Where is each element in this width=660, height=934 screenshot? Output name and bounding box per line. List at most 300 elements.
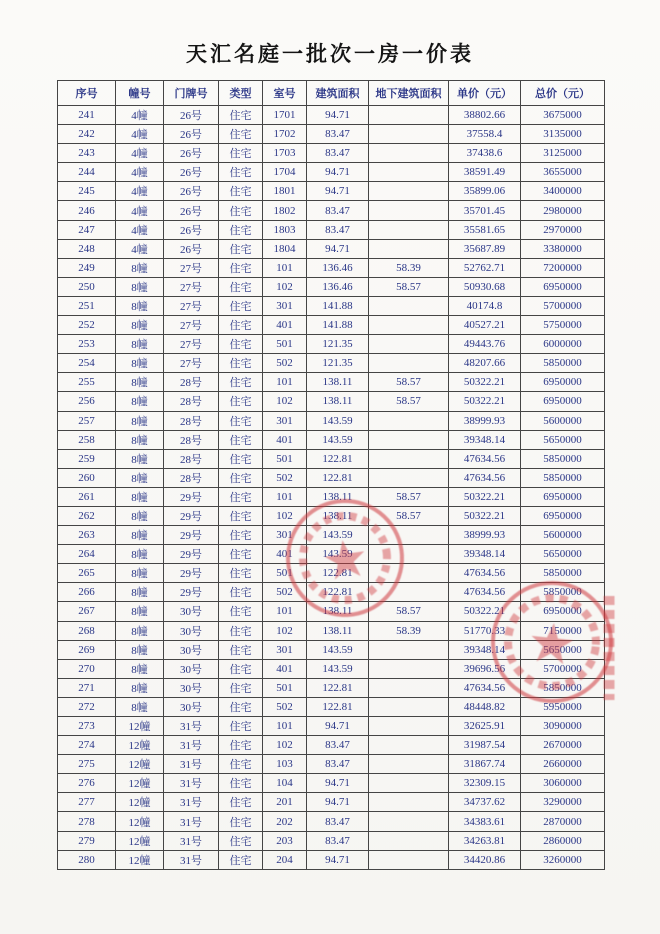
table-cell: 31号 [164, 831, 219, 850]
price-table [57, 80, 605, 870]
table-cell: 262 [58, 506, 116, 525]
table-cell: 34737.62 [449, 793, 521, 812]
table-cell: 8幢 [116, 564, 164, 583]
table-cell: 住宅 [219, 201, 263, 220]
table-cell: 4幢 [116, 125, 164, 144]
table-cell: 1804 [263, 239, 307, 258]
table-cell: 31号 [164, 812, 219, 831]
table-cell: 83.47 [307, 144, 369, 163]
table-cell: 122.81 [307, 583, 369, 602]
table-cell: 5600000 [521, 411, 605, 430]
table-row [58, 277, 605, 296]
table-cell: 27号 [164, 316, 219, 335]
table-cell: 28号 [164, 468, 219, 487]
table-cell: 138.11 [307, 621, 369, 640]
table-cell: 住宅 [219, 545, 263, 564]
table-cell: 274 [58, 736, 116, 755]
table-cell [369, 831, 449, 850]
table-cell: 28号 [164, 392, 219, 411]
table-cell: 278 [58, 812, 116, 831]
table-cell: 94.71 [307, 182, 369, 201]
table-cell: 37558.4 [449, 125, 521, 144]
table-cell [369, 239, 449, 258]
table-cell: 94.71 [307, 717, 369, 736]
table-row [58, 774, 605, 793]
table-cell: 31号 [164, 793, 219, 812]
table-row [58, 449, 605, 468]
table-cell: 12幢 [116, 793, 164, 812]
table-cell: 1801 [263, 182, 307, 201]
table-cell: 103 [263, 755, 307, 774]
table-cell: 102 [263, 277, 307, 296]
table-cell: 48448.82 [449, 697, 521, 716]
table-cell [369, 296, 449, 315]
table-cell: 101 [263, 602, 307, 621]
table-cell [369, 755, 449, 774]
table-cell: 38802.66 [449, 106, 521, 125]
table-cell: 8幢 [116, 335, 164, 354]
table-cell: 268 [58, 621, 116, 640]
table-cell: 8幢 [116, 373, 164, 392]
table-cell: 29号 [164, 487, 219, 506]
table-cell: 58.57 [369, 392, 449, 411]
table-cell: 50322.21 [449, 392, 521, 411]
table-cell: 141.88 [307, 316, 369, 335]
table-cell: 277 [58, 793, 116, 812]
table-cell: 住宅 [219, 831, 263, 850]
table-cell: 502 [263, 468, 307, 487]
table-cell: 276 [58, 774, 116, 793]
table-cell [369, 125, 449, 144]
table-cell: 253 [58, 335, 116, 354]
table-cell: 1802 [263, 201, 307, 220]
table-row [58, 755, 605, 774]
table-cell: 30号 [164, 697, 219, 716]
table-cell: 122.81 [307, 449, 369, 468]
table-row [58, 850, 605, 869]
table-cell: 102 [263, 392, 307, 411]
table-cell: 301 [263, 411, 307, 430]
table-cell: 住宅 [219, 755, 263, 774]
table-cell [369, 583, 449, 602]
table-cell: 58.39 [369, 258, 449, 277]
table-cell: 5700000 [521, 659, 605, 678]
table-row [58, 506, 605, 525]
table-cell: 83.47 [307, 220, 369, 239]
table-cell: 住宅 [219, 258, 263, 277]
table-cell: 31号 [164, 774, 219, 793]
table-cell: 138.11 [307, 602, 369, 621]
table-cell: 29号 [164, 545, 219, 564]
table-cell: 28号 [164, 449, 219, 468]
table-cell: 269 [58, 640, 116, 659]
table-cell: 30号 [164, 621, 219, 640]
table-cell: 3090000 [521, 717, 605, 736]
table-cell: 401 [263, 316, 307, 335]
table-cell: 38999.93 [449, 411, 521, 430]
table-cell: 50322.21 [449, 487, 521, 506]
table-cell: 275 [58, 755, 116, 774]
table-cell: 12幢 [116, 831, 164, 850]
table-row [58, 220, 605, 239]
table-cell: 6950000 [521, 277, 605, 296]
table-cell: 30号 [164, 678, 219, 697]
table-cell: 26号 [164, 163, 219, 182]
table-cell: 83.47 [307, 755, 369, 774]
table-cell: 8幢 [116, 621, 164, 640]
table-row [58, 125, 605, 144]
table-cell: 245 [58, 182, 116, 201]
table-cell [369, 850, 449, 869]
table-cell: 5650000 [521, 430, 605, 449]
table-row [58, 487, 605, 506]
table-cell: 8幢 [116, 487, 164, 506]
table-cell: 住宅 [219, 392, 263, 411]
table-cell [369, 335, 449, 354]
table-cell: 5850000 [521, 468, 605, 487]
table-cell: 住宅 [219, 411, 263, 430]
table-cell: 28号 [164, 411, 219, 430]
column-header: 单价（元） [449, 81, 521, 106]
table-cell: 8幢 [116, 411, 164, 430]
table-cell: 501 [263, 564, 307, 583]
table-cell: 5650000 [521, 545, 605, 564]
table-cell: 83.47 [307, 812, 369, 831]
table-cell: 58.39 [369, 621, 449, 640]
table-cell: 8幢 [116, 392, 164, 411]
table-cell: 27号 [164, 335, 219, 354]
table-cell: 122.81 [307, 468, 369, 487]
table-cell: 2860000 [521, 831, 605, 850]
table-cell: 4幢 [116, 182, 164, 201]
table-row [58, 602, 605, 621]
table-cell [369, 163, 449, 182]
table-cell: 47634.56 [449, 564, 521, 583]
table-row [58, 812, 605, 831]
table-cell: 住宅 [219, 449, 263, 468]
table-cell: 58.57 [369, 506, 449, 525]
table-cell: 202 [263, 812, 307, 831]
table-cell: 5850000 [521, 354, 605, 373]
table-cell: 住宅 [219, 621, 263, 640]
column-header: 幢号 [116, 81, 164, 106]
table-row [58, 392, 605, 411]
table-cell [369, 697, 449, 716]
table-cell: 252 [58, 316, 116, 335]
table-cell: 住宅 [219, 106, 263, 125]
table-cell: 121.35 [307, 335, 369, 354]
table-cell: 1704 [263, 163, 307, 182]
table-cell: 31号 [164, 736, 219, 755]
price-table-body [58, 106, 605, 870]
table-cell: 255 [58, 373, 116, 392]
table-cell: 2970000 [521, 220, 605, 239]
table-cell: 279 [58, 831, 116, 850]
page-title: 天汇名庭一批次一房一价表 [186, 42, 474, 66]
table-cell: 301 [263, 640, 307, 659]
table-cell: 254 [58, 354, 116, 373]
table-cell: 4幢 [116, 220, 164, 239]
table-row [58, 316, 605, 335]
table-cell [369, 659, 449, 678]
table-cell: 246 [58, 201, 116, 220]
table-cell: 5700000 [521, 296, 605, 315]
table-cell: 136.46 [307, 258, 369, 277]
column-header: 室号 [263, 81, 307, 106]
table-cell [369, 468, 449, 487]
table-cell: 5850000 [521, 678, 605, 697]
header-row [58, 81, 605, 106]
table-cell: 住宅 [219, 373, 263, 392]
table-cell: 49443.76 [449, 335, 521, 354]
table-cell: 8幢 [116, 640, 164, 659]
table-cell: 502 [263, 697, 307, 716]
table-cell: 29号 [164, 583, 219, 602]
table-cell: 143.59 [307, 659, 369, 678]
table-row [58, 640, 605, 659]
table-cell: 35899.06 [449, 182, 521, 201]
table-cell: 35687.89 [449, 239, 521, 258]
table-cell: 34263.81 [449, 831, 521, 850]
table-cell: 8幢 [116, 545, 164, 564]
table-cell: 4幢 [116, 106, 164, 125]
table-cell: 8幢 [116, 258, 164, 277]
column-header: 总价（元） [521, 81, 605, 106]
table-cell: 83.47 [307, 736, 369, 755]
table-cell: 30号 [164, 659, 219, 678]
table-row [58, 296, 605, 315]
table-cell: 住宅 [219, 487, 263, 506]
table-cell: 83.47 [307, 831, 369, 850]
table-row [58, 411, 605, 430]
table-cell: 34383.61 [449, 812, 521, 831]
table-cell: 102 [263, 736, 307, 755]
table-cell: 住宅 [219, 717, 263, 736]
table-cell: 5600000 [521, 526, 605, 545]
table-cell: 136.46 [307, 277, 369, 296]
table-cell: 8幢 [116, 506, 164, 525]
table-cell: 8幢 [116, 430, 164, 449]
table-cell: 94.71 [307, 239, 369, 258]
table-cell: 12幢 [116, 850, 164, 869]
table-row [58, 717, 605, 736]
table-cell: 102 [263, 506, 307, 525]
table-cell: 138.11 [307, 373, 369, 392]
table-cell: 247 [58, 220, 116, 239]
table-row [58, 354, 605, 373]
table-cell: 3135000 [521, 125, 605, 144]
table-cell: 2870000 [521, 812, 605, 831]
table-cell: 301 [263, 526, 307, 545]
table-cell: 8幢 [116, 526, 164, 545]
table-cell: 50322.21 [449, 506, 521, 525]
table-cell: 138.11 [307, 392, 369, 411]
table-cell: 27号 [164, 258, 219, 277]
table-cell: 40527.21 [449, 316, 521, 335]
price-table-container [57, 80, 604, 870]
table-cell: 265 [58, 564, 116, 583]
table-cell: 242 [58, 125, 116, 144]
table-cell: 住宅 [219, 296, 263, 315]
table-cell: 住宅 [219, 602, 263, 621]
table-cell: 501 [263, 678, 307, 697]
table-cell [369, 793, 449, 812]
table-cell: 4幢 [116, 163, 164, 182]
table-cell: 34420.86 [449, 850, 521, 869]
table-cell: 35581.65 [449, 220, 521, 239]
table-row [58, 106, 605, 125]
table-row [58, 736, 605, 755]
table-cell [369, 354, 449, 373]
table-cell: 1701 [263, 106, 307, 125]
table-cell: 26号 [164, 220, 219, 239]
table-cell [369, 640, 449, 659]
table-cell: 143.59 [307, 640, 369, 659]
table-cell: 住宅 [219, 468, 263, 487]
table-cell: 39348.14 [449, 430, 521, 449]
table-cell: 8幢 [116, 468, 164, 487]
table-cell: 30号 [164, 640, 219, 659]
table-cell: 住宅 [219, 736, 263, 755]
table-cell: 5650000 [521, 640, 605, 659]
table-cell: 122.81 [307, 697, 369, 716]
table-cell: 31987.54 [449, 736, 521, 755]
table-cell: 250 [58, 277, 116, 296]
table-cell [369, 449, 449, 468]
table-cell: 住宅 [219, 163, 263, 182]
table-cell: 502 [263, 583, 307, 602]
table-cell: 12幢 [116, 755, 164, 774]
table-cell: 301 [263, 296, 307, 315]
table-cell: 4幢 [116, 144, 164, 163]
table-row [58, 430, 605, 449]
table-cell: 31号 [164, 755, 219, 774]
table-cell: 6950000 [521, 506, 605, 525]
table-cell: 8幢 [116, 697, 164, 716]
table-cell: 31号 [164, 850, 219, 869]
table-row [58, 545, 605, 564]
table-cell: 203 [263, 831, 307, 850]
table-row [58, 564, 605, 583]
table-cell: 12幢 [116, 774, 164, 793]
table-cell: 121.35 [307, 354, 369, 373]
table-row [58, 621, 605, 640]
column-header: 类型 [219, 81, 263, 106]
table-cell: 5750000 [521, 316, 605, 335]
table-cell: 26号 [164, 144, 219, 163]
table-cell: 47634.56 [449, 678, 521, 697]
table-cell: 6950000 [521, 602, 605, 621]
table-cell: 住宅 [219, 354, 263, 373]
table-cell: 401 [263, 430, 307, 449]
table-cell [369, 564, 449, 583]
table-cell: 29号 [164, 506, 219, 525]
table-cell: 1702 [263, 125, 307, 144]
table-row [58, 793, 605, 812]
table-cell: 住宅 [219, 697, 263, 716]
table-cell: 32625.91 [449, 717, 521, 736]
table-cell: 243 [58, 144, 116, 163]
table-cell: 12幢 [116, 717, 164, 736]
table-row [58, 468, 605, 487]
table-cell: 257 [58, 411, 116, 430]
table-cell: 94.71 [307, 163, 369, 182]
table-cell: 38591.49 [449, 163, 521, 182]
table-cell: 住宅 [219, 659, 263, 678]
table-row [58, 373, 605, 392]
table-cell: 51770.33 [449, 621, 521, 640]
table-cell: 143.59 [307, 545, 369, 564]
table-cell: 256 [58, 392, 116, 411]
table-cell [369, 717, 449, 736]
table-cell: 1703 [263, 144, 307, 163]
table-cell [369, 736, 449, 755]
table-cell: 3655000 [521, 163, 605, 182]
table-row [58, 831, 605, 850]
table-cell: 5850000 [521, 564, 605, 583]
table-cell: 101 [263, 373, 307, 392]
table-cell: 26号 [164, 201, 219, 220]
table-row [58, 239, 605, 258]
table-cell: 3125000 [521, 144, 605, 163]
table-row [58, 335, 605, 354]
table-cell: 39696.56 [449, 659, 521, 678]
table-cell: 50322.21 [449, 602, 521, 621]
table-cell: 26号 [164, 125, 219, 144]
table-cell: 32309.15 [449, 774, 521, 793]
table-cell: 47634.56 [449, 468, 521, 487]
table-cell: 住宅 [219, 335, 263, 354]
table-cell: 38999.93 [449, 526, 521, 545]
table-cell: 58.57 [369, 602, 449, 621]
table-cell: 8幢 [116, 678, 164, 697]
table-cell: 28号 [164, 373, 219, 392]
table-cell: 8幢 [116, 277, 164, 296]
table-cell: 住宅 [219, 564, 263, 583]
table-cell: 住宅 [219, 506, 263, 525]
table-cell [369, 411, 449, 430]
table-cell: 263 [58, 526, 116, 545]
table-cell: 住宅 [219, 239, 263, 258]
table-cell [369, 106, 449, 125]
table-cell: 12幢 [116, 736, 164, 755]
table-cell: 8幢 [116, 449, 164, 468]
table-cell: 249 [58, 258, 116, 277]
table-cell: 101 [263, 487, 307, 506]
table-row [58, 697, 605, 716]
table-cell: 94.71 [307, 774, 369, 793]
table-row [58, 163, 605, 182]
table-cell: 住宅 [219, 220, 263, 239]
table-cell: 3290000 [521, 793, 605, 812]
table-cell: 7150000 [521, 621, 605, 640]
table-cell: 3380000 [521, 239, 605, 258]
table-cell [369, 430, 449, 449]
table-cell: 104 [263, 774, 307, 793]
table-cell: 住宅 [219, 125, 263, 144]
table-cell: 83.47 [307, 125, 369, 144]
table-cell: 8幢 [116, 583, 164, 602]
table-cell [369, 545, 449, 564]
table-cell [369, 144, 449, 163]
table-cell: 7200000 [521, 258, 605, 277]
table-cell [369, 201, 449, 220]
table-cell: 267 [58, 602, 116, 621]
column-header: 建筑面积 [307, 81, 369, 106]
table-cell: 住宅 [219, 678, 263, 697]
table-cell: 2980000 [521, 201, 605, 220]
table-cell: 244 [58, 163, 116, 182]
